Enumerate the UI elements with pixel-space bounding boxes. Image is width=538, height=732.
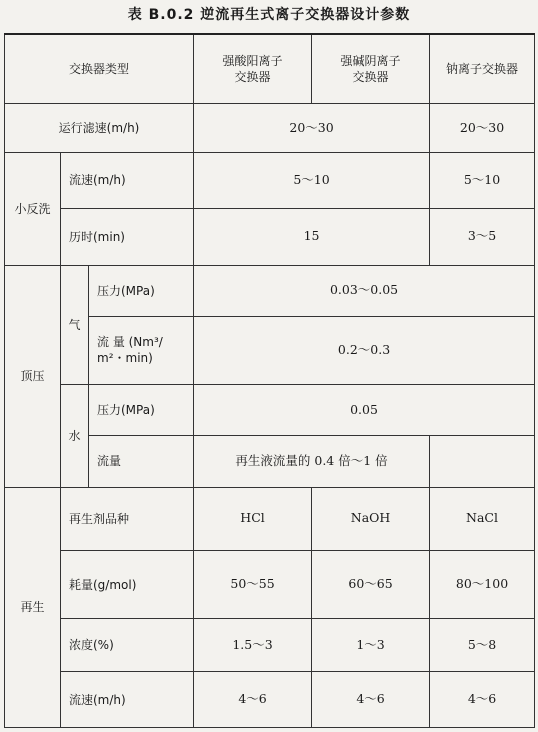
gas-label: 气: [61, 265, 89, 384]
regen-consumption-label: 耗量(g/mol): [61, 551, 194, 619]
gas-flow-label: [89, 317, 194, 385]
base-anion-header: [312, 34, 430, 104]
backwash-time-acid-base: 15: [194, 209, 430, 266]
regen-speed-row: [5, 672, 535, 728]
regen-agent-base: NaOH: [312, 487, 430, 551]
design-parameters-table: [4, 33, 535, 728]
run-speed-row: [5, 104, 535, 152]
backwash-speed-acid-base: 5～10: [194, 152, 430, 209]
regen-consumption-acid: 50～55: [194, 551, 312, 619]
regen-speed-base: 4～6: [312, 672, 430, 728]
regen-speed-sodium: 4～6: [430, 672, 535, 728]
run-speed-sodium: 20～30: [430, 104, 535, 152]
regen-agent-sodium: NaCl: [430, 487, 535, 551]
regen-speed-acid: 4～6: [194, 672, 312, 728]
backwash-speed-sodium: 5～10: [430, 152, 535, 209]
regen-group-label: 再生: [5, 487, 61, 727]
regen-speed-label: 流速(m/h): [61, 672, 194, 728]
sodium-header: 钠离子交换器: [430, 34, 535, 104]
backwash-time-label: 历时(min): [61, 209, 194, 266]
regen-concentration-row: [5, 619, 535, 672]
gas-flow-label-line2: m²・min): [97, 351, 153, 366]
regen-concentration-label: 浓度(%): [61, 619, 194, 672]
header-row: [5, 34, 535, 104]
water-flow-label: 流量: [89, 436, 194, 487]
regen-consumption-row: [5, 551, 535, 619]
water-pressure-value: 0.05: [194, 384, 535, 435]
gas-pressure-value: 0.03～0.05: [194, 265, 535, 316]
table-title: 表 B.0.2 逆流再生式离子交换器设计参数: [127, 7, 411, 23]
regen-consumption-base: 60～65: [312, 551, 430, 619]
backwash-group-label: 小反洗: [5, 152, 61, 265]
acid-cation-header-line1: 强酸阳离子: [222, 53, 283, 68]
base-anion-header-line1: 强碱阴离子: [340, 53, 401, 68]
run-speed-label: 运行滤速(m/h): [5, 104, 194, 152]
acid-cation-header: [194, 34, 312, 104]
regen-consumption-sodium: 80～100: [430, 551, 535, 619]
backwash-speed-label: 流速(m/h): [61, 152, 194, 209]
base-anion-header-line2: 交换器: [352, 70, 389, 85]
backwash-time-row: [5, 209, 535, 266]
regen-concentration-base: 1～3: [312, 619, 430, 672]
gas-flow-value: 0.2～0.3: [194, 317, 535, 385]
backwash-speed-row: [5, 152, 535, 209]
water-flow-value: 再生液流量的 0.4 倍～1 倍: [194, 436, 430, 487]
gas-pressure-label: 压力(MPa): [89, 265, 194, 316]
regen-agent-acid: HCl: [194, 487, 312, 551]
top-pressure-group-label: 顶压: [5, 265, 61, 487]
regen-concentration-acid: 1.5～3: [194, 619, 312, 672]
regen-concentration-sodium: 5～8: [430, 619, 535, 672]
water-pressure-label: 压力(MPa): [89, 384, 194, 435]
water-flow-sodium-empty: [430, 436, 535, 487]
gas-pressure-row: [5, 265, 535, 316]
regen-agent-row: [5, 487, 535, 551]
run-speed-acid-base: 20～30: [194, 104, 430, 152]
backwash-time-sodium: 3～5: [430, 209, 535, 266]
acid-cation-header-line2: 交换器: [234, 70, 271, 85]
regen-agent-label: 再生剂品种: [61, 487, 194, 551]
water-pressure-row: [5, 384, 535, 435]
gas-flow-label-line1: 流 量 (Nm³/: [97, 335, 163, 350]
exchanger-type-header: 交换器类型: [5, 34, 194, 104]
water-label: 水: [61, 384, 89, 487]
